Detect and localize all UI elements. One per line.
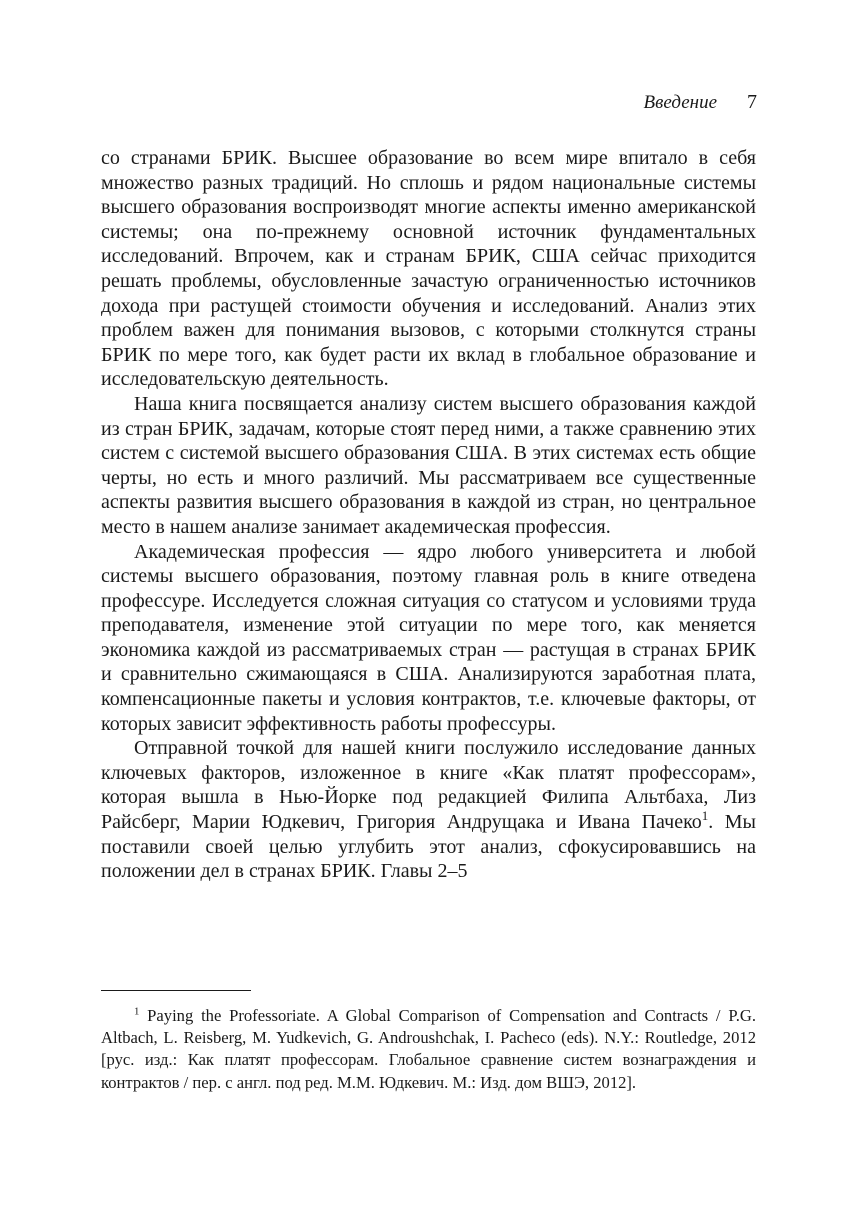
paragraph-4 <box>101 736 756 884</box>
footnote-reference: 1 <box>701 808 709 824</box>
paragraph-2: Наша книга посвящается анализу систем высшего образования каждой из стран БРИК, задачам, которые стоят перед ними, а также сравнению этих систем с системой высшего образования США. В этих системах есть общие черты, но есть и много различий. Мы рассматриваем все существенные аспекты развития высшего образования в каждой из стран, но центральное место в нашем анализе занимает академическая профессия. <box>101 392 756 538</box>
paragraph-4-text-after-ref: . Мы поставили своей целью углубить этот анализ, сфокусировавшись на положении дел в странах БРИК. Главы 2–5 <box>101 811 756 883</box>
page-number: 7 <box>747 91 757 113</box>
section-title: Введение <box>643 92 717 113</box>
footnotes <box>101 1005 756 1094</box>
paragraph-4-text-before-ref: Отправной точкой для нашей книги послужило исследование данных ключевых факторов, изложенное в книге «Как платят профессорам», которая вышла в Нью-Йорке под редакцией Филипа Альтбаха, Лиз Райсберг, Марии Юдкевич, Григория Андрущака и Ивана Пачеко <box>101 737 756 834</box>
footnote-marker: 1 <box>134 1005 140 1018</box>
paragraph-1: со странами БРИК. Высшее образование во всем мире впитало в себя множество разных традиций. Но сплошь и рядом национальные системы высшего образования воспроизводят многие аспекты именно американской системы; она по-прежнему основной источник фундаментальных исследований. Впрочем, как и странам БРИК, США сейчас приходится решать проблемы, обусловленные зачастую ограниченностью источников дохода при растущей стоимости обучения и исследований. Анализ этих проблем важен для понимания вызовов, с которыми столкнутся страны БРИК по мере того, как будет расти их вклад в глобальное образование и исследовательскую деятельность. <box>101 147 756 391</box>
main-text <box>101 146 756 884</box>
running-header <box>644 90 757 115</box>
footnote-divider <box>101 990 251 991</box>
footnote-text: Paying the Professoriate. A Global Comparison of Compensation and Contracts / P.G. Altbach, L. Reisberg, M. Yudkevich, G. Androushchak, I. Pacheco (eds). N.Y.: Routledge, 2012 [рус. изд.: Как платят профессорам. Глобальное сравнение систем вознаграждения и контрактов / пер. с англ. под ред. М.М. Юдкевич. М.: Изд. дом ВШЭ, 2012]. <box>101 1006 756 1092</box>
footnote-1 <box>101 1005 756 1094</box>
paragraph-3: Академическая профессия — ядро любого университета и любой системы высшего образования, поэтому главная роль в книге отведена профессуре. Исследуется сложная ситуация со статусом и условиями труда преподавателя, изменение этой ситуации по мере того, как меняется экономика каждой из рассматриваемых стран — растущая в странах БРИК и сравнительно сжимающаяся в США. Анализируются заработная плата, компенсационные пакеты и условия контрактов, т.е. ключевые факторы, от которых зависит эффективность работы профессуры. <box>101 540 756 735</box>
